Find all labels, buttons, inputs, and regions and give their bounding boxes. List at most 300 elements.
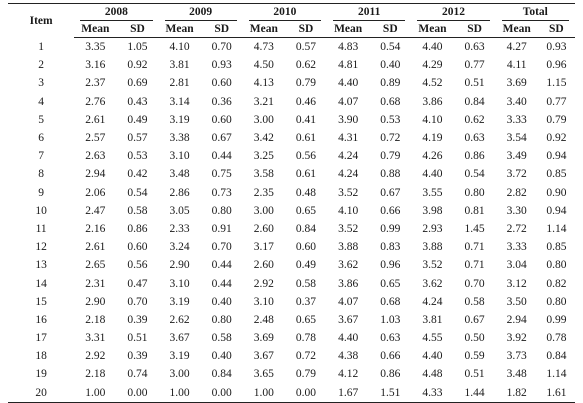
mean-cell: 3.69 — [506, 77, 527, 90]
sd-cell: 0.62 — [464, 113, 485, 126]
sd-cell: 0.80 — [211, 204, 232, 217]
sd-cell: 0.65 — [295, 313, 317, 326]
mean-cell: 3.19 — [169, 295, 190, 308]
sd-cell: 0.92 — [546, 132, 567, 145]
mean-cell: 4.55 — [422, 332, 443, 345]
sd-cell: 0.68 — [380, 295, 401, 308]
mean-cell: 3.24 — [169, 241, 190, 254]
sd-cell: 0.90 — [546, 186, 567, 199]
item-number-cell: 4 — [38, 95, 44, 108]
mean-cell: 4.24 — [338, 150, 359, 163]
mean-cell: 4.11 — [506, 59, 527, 72]
sd-cell: 1.05 — [127, 41, 148, 54]
sd-cell: 0.84 — [546, 350, 567, 363]
sd-cell: 0.62 — [295, 59, 317, 72]
mean-cell: 4.31 — [338, 132, 359, 145]
mean-cell: 3.62 — [422, 277, 443, 290]
sd-cell: 1.03 — [380, 313, 401, 326]
table-row — [8, 293, 575, 311]
sd-cell: 0.40 — [380, 59, 401, 72]
sd-cell: 0.44 — [211, 259, 232, 272]
mean-cell: 3.04 — [506, 259, 527, 272]
sd-cell: 0.57 — [295, 41, 317, 54]
mean-cell: 2.65 — [85, 259, 106, 272]
sd-cell: 0.91 — [211, 222, 232, 235]
sd-cell: 0.36 — [211, 95, 232, 108]
mean-cell: 2.63 — [85, 150, 106, 163]
sd-cell: 0.41 — [295, 113, 317, 126]
sd-cell: 0.58 — [127, 204, 148, 217]
mean-cell: 4.83 — [338, 41, 359, 54]
sd-cell: 0.71 — [464, 241, 485, 254]
mean-cell: 4.10 — [338, 204, 359, 217]
item-number-cell: 10 — [35, 204, 47, 217]
sd-cell: 0.77 — [546, 95, 567, 108]
table-row — [8, 93, 575, 111]
year-header — [411, 4, 495, 22]
sd-cell: 0.65 — [295, 204, 317, 217]
mean-cell: 3.14 — [169, 95, 190, 108]
mean-cell: 3.67 — [169, 332, 190, 345]
table-row — [8, 365, 575, 383]
mean-cell: 2.60 — [253, 222, 274, 235]
item-number-cell: 9 — [38, 186, 44, 199]
mean-cell: 3.30 — [506, 204, 527, 217]
table-row — [8, 238, 575, 256]
item-number-cell: 13 — [35, 259, 47, 272]
mean-cell: 3.49 — [506, 150, 527, 163]
mean-header: Mean — [411, 21, 453, 38]
mean-cell: 3.90 — [338, 113, 359, 126]
mean-cell: 4.12 — [338, 368, 359, 381]
mean-cell: 2.81 — [169, 77, 190, 90]
table-row — [8, 165, 575, 183]
sd-cell: 0.51 — [464, 77, 485, 90]
mean-cell: 4.27 — [506, 41, 527, 54]
sd-cell: 1.15 — [546, 77, 567, 90]
sd-cell: 0.78 — [546, 332, 567, 345]
sd-cell: 0.86 — [464, 150, 485, 163]
sd-cell: 1.61 — [538, 384, 575, 403]
mean-cell: 3.05 — [169, 204, 190, 217]
mean-cell: 4.40 — [422, 350, 443, 363]
mean-cell: 4.40 — [422, 168, 443, 181]
mean-cell: 2.16 — [85, 222, 106, 235]
mean-cell: 2.18 — [85, 313, 106, 326]
mean-cell: 1.00 — [243, 384, 285, 403]
mean-cell: 3.10 — [169, 150, 190, 163]
sd-cell: 0.00 — [116, 384, 158, 403]
mean-cell: 3.16 — [85, 59, 106, 72]
year-label: 2010 — [249, 5, 321, 21]
table-row — [8, 384, 575, 403]
sd-cell: 0.61 — [295, 132, 317, 145]
table-body — [8, 38, 575, 403]
table-row — [8, 111, 575, 129]
mean-cell: 4.13 — [253, 77, 274, 90]
sd-cell: 0.60 — [295, 241, 317, 254]
sd-cell: 0.60 — [211, 113, 232, 126]
sd-cell: 0.44 — [211, 277, 232, 290]
sd-header: SD — [201, 21, 243, 38]
mean-cell: 2.92 — [85, 350, 106, 363]
sd-cell: 0.81 — [464, 204, 485, 217]
sd-cell: 1.14 — [546, 368, 567, 381]
sd-cell: 0.66 — [380, 350, 401, 363]
item-number-cell: 16 — [35, 313, 47, 326]
sd-cell: 0.85 — [546, 241, 567, 254]
mean-cell: 4.24 — [338, 168, 359, 181]
mean-cell: 3.67 — [338, 313, 359, 326]
mean-cell: 2.90 — [85, 295, 106, 308]
year-header — [243, 4, 327, 22]
table-row — [8, 347, 575, 365]
mean-cell: 3.81 — [422, 313, 443, 326]
mean-cell: 3.86 — [338, 277, 359, 290]
sd-cell: 0.84 — [295, 222, 317, 235]
mean-cell: 2.94 — [506, 313, 527, 326]
sd-cell: 0.79 — [295, 77, 317, 90]
mean-cell: 3.00 — [169, 368, 190, 381]
sd-cell: 0.61 — [295, 168, 317, 181]
sd-cell: 0.59 — [464, 350, 485, 363]
mean-cell: 2.35 — [253, 186, 274, 199]
mean-cell: 2.90 — [169, 259, 190, 272]
sd-cell: 0.51 — [464, 368, 485, 381]
mean-cell: 3.48 — [169, 168, 190, 181]
sd-cell: 0.80 — [464, 186, 485, 199]
mean-cell: 3.65 — [253, 368, 274, 381]
mean-cell: 2.31 — [85, 277, 106, 290]
mean-cell: 1.82 — [496, 384, 538, 403]
sd-cell: 0.70 — [127, 295, 148, 308]
mean-cell: 3.48 — [506, 368, 527, 381]
mean-cell: 3.10 — [253, 295, 274, 308]
sd-cell: 0.94 — [546, 150, 567, 163]
sd-cell: 0.54 — [380, 41, 401, 54]
sd-cell: 0.63 — [464, 132, 485, 145]
mean-cell: 4.40 — [338, 332, 359, 345]
sd-cell: 0.56 — [295, 150, 317, 163]
mean-cell: 4.07 — [338, 95, 359, 108]
table-row — [8, 74, 575, 92]
sd-cell: 0.80 — [211, 313, 232, 326]
mean-header: Mean — [159, 21, 201, 38]
sd-cell: 0.78 — [295, 332, 317, 345]
table-row — [8, 38, 575, 57]
sd-cell: 0.57 — [127, 132, 148, 145]
mean-cell: 3.55 — [422, 186, 443, 199]
table-row — [8, 202, 575, 220]
table-row — [8, 147, 575, 165]
mean-cell: 4.26 — [422, 150, 443, 163]
mean-cell: 3.12 — [506, 277, 527, 290]
mean-cell: 2.57 — [85, 132, 106, 145]
sd-cell: 0.43 — [127, 95, 148, 108]
year-label: 2011 — [333, 5, 405, 21]
mean-cell: 4.52 — [422, 77, 443, 90]
sd-header: SD — [369, 21, 411, 38]
item-number-cell: 19 — [35, 368, 47, 381]
mean-cell: 4.48 — [422, 368, 443, 381]
table-row — [8, 311, 575, 329]
mean-cell: 4.73 — [253, 41, 274, 54]
sd-cell: 0.56 — [127, 259, 148, 272]
sd-cell: 0.79 — [546, 113, 567, 126]
sd-cell: 0.00 — [201, 384, 243, 403]
item-number-cell: 18 — [35, 350, 47, 363]
sd-cell: 1.51 — [369, 384, 411, 403]
sd-cell: 0.72 — [380, 132, 401, 145]
sd-cell: 0.46 — [295, 95, 317, 108]
sd-cell: 0.54 — [464, 168, 485, 181]
table-row — [8, 220, 575, 238]
mean-cell: 3.52 — [422, 259, 443, 272]
sd-header: SD — [538, 21, 575, 38]
sd-cell: 0.88 — [380, 168, 401, 181]
mean-cell: 4.33 — [411, 384, 453, 403]
sd-cell: 0.85 — [546, 168, 567, 181]
sd-cell: 0.63 — [464, 41, 485, 54]
sd-cell: 0.86 — [380, 368, 401, 381]
sd-cell: 0.93 — [211, 59, 232, 72]
sd-cell: 0.80 — [546, 295, 567, 308]
sd-cell: 0.84 — [464, 95, 485, 108]
mean-cell: 2.76 — [85, 95, 106, 108]
sd-cell: 0.67 — [380, 186, 401, 199]
mean-cell: 2.94 — [85, 168, 106, 181]
table-row — [8, 56, 575, 74]
mean-cell: 2.33 — [169, 222, 190, 235]
table-row — [8, 256, 575, 274]
sd-cell: 1.45 — [464, 222, 485, 235]
sd-cell: 0.75 — [211, 168, 232, 181]
item-number-cell: 7 — [38, 150, 44, 163]
mean-cell: 3.42 — [253, 132, 274, 145]
mean-cell: 3.21 — [253, 95, 274, 108]
sd-cell: 0.58 — [211, 332, 232, 345]
table-row — [8, 329, 575, 347]
sd-header: SD — [453, 21, 495, 38]
sd-cell: 0.00 — [285, 384, 327, 403]
mean-cell: 2.62 — [169, 313, 190, 326]
mean-cell: 2.47 — [85, 204, 106, 217]
sd-cell: 0.39 — [127, 313, 148, 326]
sd-cell: 0.65 — [380, 277, 401, 290]
mean-cell: 3.52 — [338, 186, 359, 199]
sd-cell: 0.44 — [211, 150, 232, 163]
statistics-table — [8, 3, 575, 403]
sd-cell: 0.84 — [211, 368, 232, 381]
year-label: Total — [502, 5, 569, 21]
sd-cell: 0.58 — [464, 295, 485, 308]
sd-cell: 0.93 — [546, 41, 567, 54]
mean-cell: 4.24 — [422, 295, 443, 308]
mean-cell: 3.33 — [506, 241, 527, 254]
mean-cell: 2.86 — [169, 186, 190, 199]
mean-cell: 1.00 — [159, 384, 201, 403]
year-header — [74, 4, 158, 22]
sd-cell: 0.94 — [546, 204, 567, 217]
mean-cell: 3.19 — [169, 350, 190, 363]
mean-cell: 3.98 — [422, 204, 443, 217]
mean-cell: 3.52 — [338, 222, 359, 235]
sd-cell: 0.40 — [211, 350, 232, 363]
sd-cell: 1.14 — [546, 222, 567, 235]
table-row — [8, 129, 575, 147]
sd-cell: 0.99 — [546, 313, 567, 326]
item-number-cell: 3 — [38, 77, 44, 90]
mean-cell: 3.50 — [506, 295, 527, 308]
sd-cell: 0.66 — [380, 204, 401, 217]
item-number-cell: 15 — [35, 295, 47, 308]
mean-cell: 4.29 — [422, 59, 443, 72]
sd-cell: 0.79 — [380, 150, 401, 163]
sd-cell: 0.96 — [380, 259, 401, 272]
year-label: 2008 — [80, 5, 152, 21]
item-number-cell: 2 — [38, 59, 44, 72]
sd-cell: 0.77 — [464, 59, 485, 72]
mean-cell: 2.18 — [85, 368, 106, 381]
mean-cell: 3.33 — [506, 113, 527, 126]
mean-cell: 3.25 — [253, 150, 274, 163]
mean-cell: 3.54 — [506, 132, 527, 145]
sd-cell: 0.92 — [127, 59, 148, 72]
table-row — [8, 184, 575, 202]
sd-cell: 0.68 — [380, 95, 401, 108]
sd-cell: 0.71 — [464, 259, 485, 272]
mean-cell: 3.62 — [338, 259, 359, 272]
sd-cell: 0.53 — [380, 113, 401, 126]
mean-cell: 2.93 — [422, 222, 443, 235]
sd-cell: 0.86 — [127, 222, 148, 235]
item-number-cell: 14 — [35, 277, 47, 290]
year-label: 2012 — [417, 5, 489, 21]
mean-cell: 2.72 — [506, 222, 527, 235]
mean-cell: 3.81 — [169, 59, 190, 72]
mean-cell: 2.37 — [85, 77, 106, 90]
sd-cell: 0.51 — [127, 332, 148, 345]
sd-header: SD — [285, 21, 327, 38]
mean-cell: 2.61 — [85, 241, 106, 254]
mean-cell: 3.40 — [506, 95, 527, 108]
sd-cell: 0.70 — [464, 277, 485, 290]
year-header — [159, 4, 243, 22]
mean-cell: 4.07 — [338, 295, 359, 308]
mean-cell: 4.40 — [422, 41, 443, 54]
sd-cell: 0.60 — [211, 77, 232, 90]
sd-cell: 0.63 — [380, 332, 401, 345]
mean-cell: 2.61 — [85, 113, 106, 126]
mean-cell: 3.67 — [253, 350, 274, 363]
mean-cell: 3.10 — [169, 277, 190, 290]
sd-cell: 0.39 — [127, 350, 148, 363]
sd-cell: 0.67 — [211, 132, 232, 145]
mean-cell: 4.50 — [253, 59, 274, 72]
sd-cell: 0.49 — [127, 113, 148, 126]
mean-cell: 4.81 — [338, 59, 359, 72]
mean-cell: 3.17 — [253, 241, 274, 254]
item-number-cell: 6 — [38, 132, 44, 145]
mean-cell: 1.00 — [74, 384, 116, 403]
mean-cell: 2.48 — [253, 313, 274, 326]
sd-cell: 0.79 — [295, 368, 317, 381]
mean-header: Mean — [327, 21, 369, 38]
sd-cell: 0.67 — [464, 313, 485, 326]
item-number-cell: 17 — [35, 332, 47, 345]
mean-cell: 4.40 — [338, 77, 359, 90]
item-header: Item — [8, 4, 74, 38]
item-number-cell: 11 — [35, 222, 47, 235]
mean-cell: 3.31 — [85, 332, 106, 345]
sd-cell: 0.89 — [380, 77, 401, 90]
sd-cell: 0.42 — [127, 168, 148, 181]
mean-cell: 3.88 — [422, 241, 443, 254]
mean-cell: 3.35 — [85, 41, 106, 54]
mean-cell: 3.00 — [253, 113, 274, 126]
sd-cell: 0.73 — [211, 186, 232, 199]
mean-cell: 3.88 — [338, 241, 359, 254]
year-label: 2009 — [165, 5, 237, 21]
sd-cell: 0.50 — [464, 332, 485, 345]
mean-cell: 2.92 — [253, 277, 274, 290]
item-number-cell: 1 — [38, 40, 44, 53]
mean-header: Mean — [496, 21, 538, 38]
sd-cell: 0.37 — [295, 295, 317, 308]
sd-cell: 0.99 — [380, 222, 401, 235]
sd-cell: 0.58 — [295, 277, 317, 290]
mean-cell: 4.19 — [422, 132, 443, 145]
sd-cell: 0.40 — [211, 295, 232, 308]
item-number-cell: 12 — [35, 241, 47, 254]
header-row-years — [8, 4, 575, 22]
mean-header: Mean — [243, 21, 285, 38]
sd-cell: 0.70 — [211, 241, 232, 254]
mean-cell: 3.69 — [253, 332, 274, 345]
mean-cell: 4.38 — [338, 350, 359, 363]
sd-header: SD — [116, 21, 158, 38]
mean-cell: 4.10 — [169, 41, 190, 54]
sd-cell: 0.74 — [127, 368, 148, 381]
item-number-cell: 20 — [8, 384, 74, 403]
mean-cell: 3.58 — [253, 168, 274, 181]
sd-cell: 0.70 — [211, 41, 232, 54]
year-header — [327, 4, 411, 22]
sd-cell: 0.60 — [127, 241, 148, 254]
year-header — [496, 4, 575, 22]
mean-cell: 2.82 — [506, 186, 527, 199]
mean-cell: 3.86 — [422, 95, 443, 108]
mean-cell: 2.60 — [253, 259, 274, 272]
mean-cell: 3.19 — [169, 113, 190, 126]
sd-cell: 0.54 — [127, 186, 148, 199]
sd-cell: 0.82 — [546, 277, 567, 290]
header-row-stats — [8, 21, 575, 38]
sd-cell: 0.53 — [127, 150, 148, 163]
mean-cell: 3.73 — [506, 350, 527, 363]
mean-cell: 3.72 — [506, 168, 527, 181]
mean-cell: 4.10 — [422, 113, 443, 126]
item-number-cell: 5 — [38, 113, 44, 126]
sd-cell: 0.69 — [127, 77, 148, 90]
table-row — [8, 274, 575, 292]
sd-cell: 0.49 — [295, 259, 317, 272]
mean-cell: 3.92 — [506, 332, 527, 345]
mean-cell: 3.00 — [253, 204, 274, 217]
sd-cell: 1.44 — [453, 384, 495, 403]
item-number-cell: 8 — [38, 168, 44, 181]
sd-cell: 0.83 — [380, 241, 401, 254]
